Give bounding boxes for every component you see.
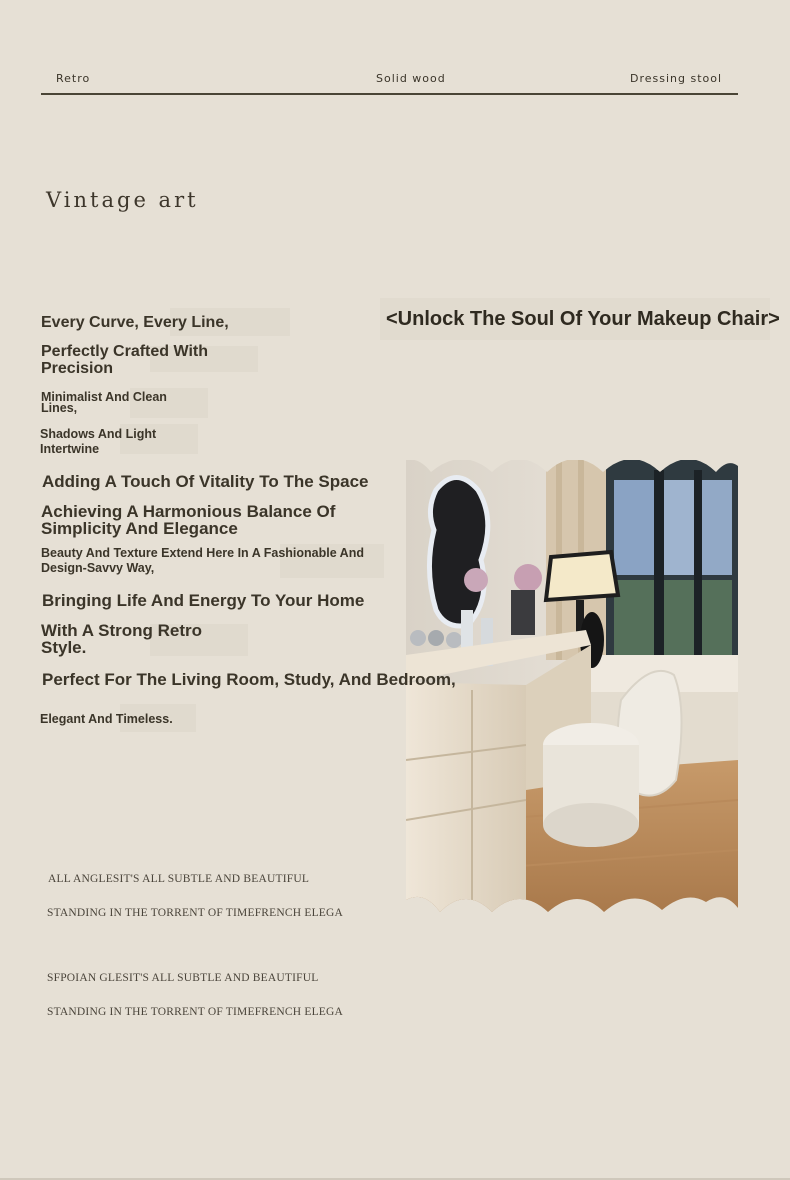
feature-elegant: Elegant And Timeless. xyxy=(40,712,173,726)
feature-retro-2: Style. xyxy=(41,638,87,657)
nav-item-retro: Retro xyxy=(56,72,91,85)
tagline: <Unlock The Soul Of Your Makeup Chair> xyxy=(380,298,770,340)
page-title: Vintage art xyxy=(46,188,199,212)
serif-line-1: ALL ANGLESIT'S ALL SUBTLE AND BEAUTIFUL xyxy=(48,873,310,885)
feature-beauty-2: Design-Savvy Way, xyxy=(41,561,155,575)
nav-item-dressing-stool: Dressing stool xyxy=(630,72,723,85)
feature-vitality: Adding A Touch Of Vitality To The Space xyxy=(42,472,369,491)
feature-balance-2: Simplicity And Elegance xyxy=(41,519,238,538)
feature-retro-1: With A Strong Retro xyxy=(41,621,203,640)
feature-shadows-2: Intertwine xyxy=(40,442,100,456)
product-photo xyxy=(406,460,738,920)
feature-balance-1: Achieving A Harmonious Balance Of xyxy=(41,502,336,521)
feature-bringing-life: Bringing Life And Energy To Your Home xyxy=(42,591,365,610)
serif-line-4: STANDING IN THE TORRENT OF TIMEFRENCH ELEGA xyxy=(47,1006,344,1018)
header-divider xyxy=(41,93,738,95)
feature-living-room: Perfect For The Living Room, Study, And Bedroom, xyxy=(42,670,456,689)
feature-minimalist-2: Lines, xyxy=(41,401,78,415)
serif-line-3: SFPOIAN GLESIT'S ALL SUBTLE AND BEAUTIFUL xyxy=(47,972,319,984)
nav-item-solid-wood: Solid wood xyxy=(376,72,446,85)
feature-every-curve: Every Curve, Every Line, xyxy=(41,314,229,331)
feature-shadows-1: Shadows And Light xyxy=(40,427,157,441)
feature-minimalist-1: Minimalist And Clean xyxy=(41,390,167,404)
feature-beauty-1: Beauty And Texture Extend Here In A Fashionable And xyxy=(41,546,364,560)
serif-line-2: STANDING IN THE TORRENT OF TIMEFRENCH ELEGA xyxy=(47,907,344,919)
feature-perfectly-crafted-1: Perfectly Crafted With xyxy=(41,343,208,360)
feature-perfectly-crafted-2: Precision xyxy=(41,360,114,377)
